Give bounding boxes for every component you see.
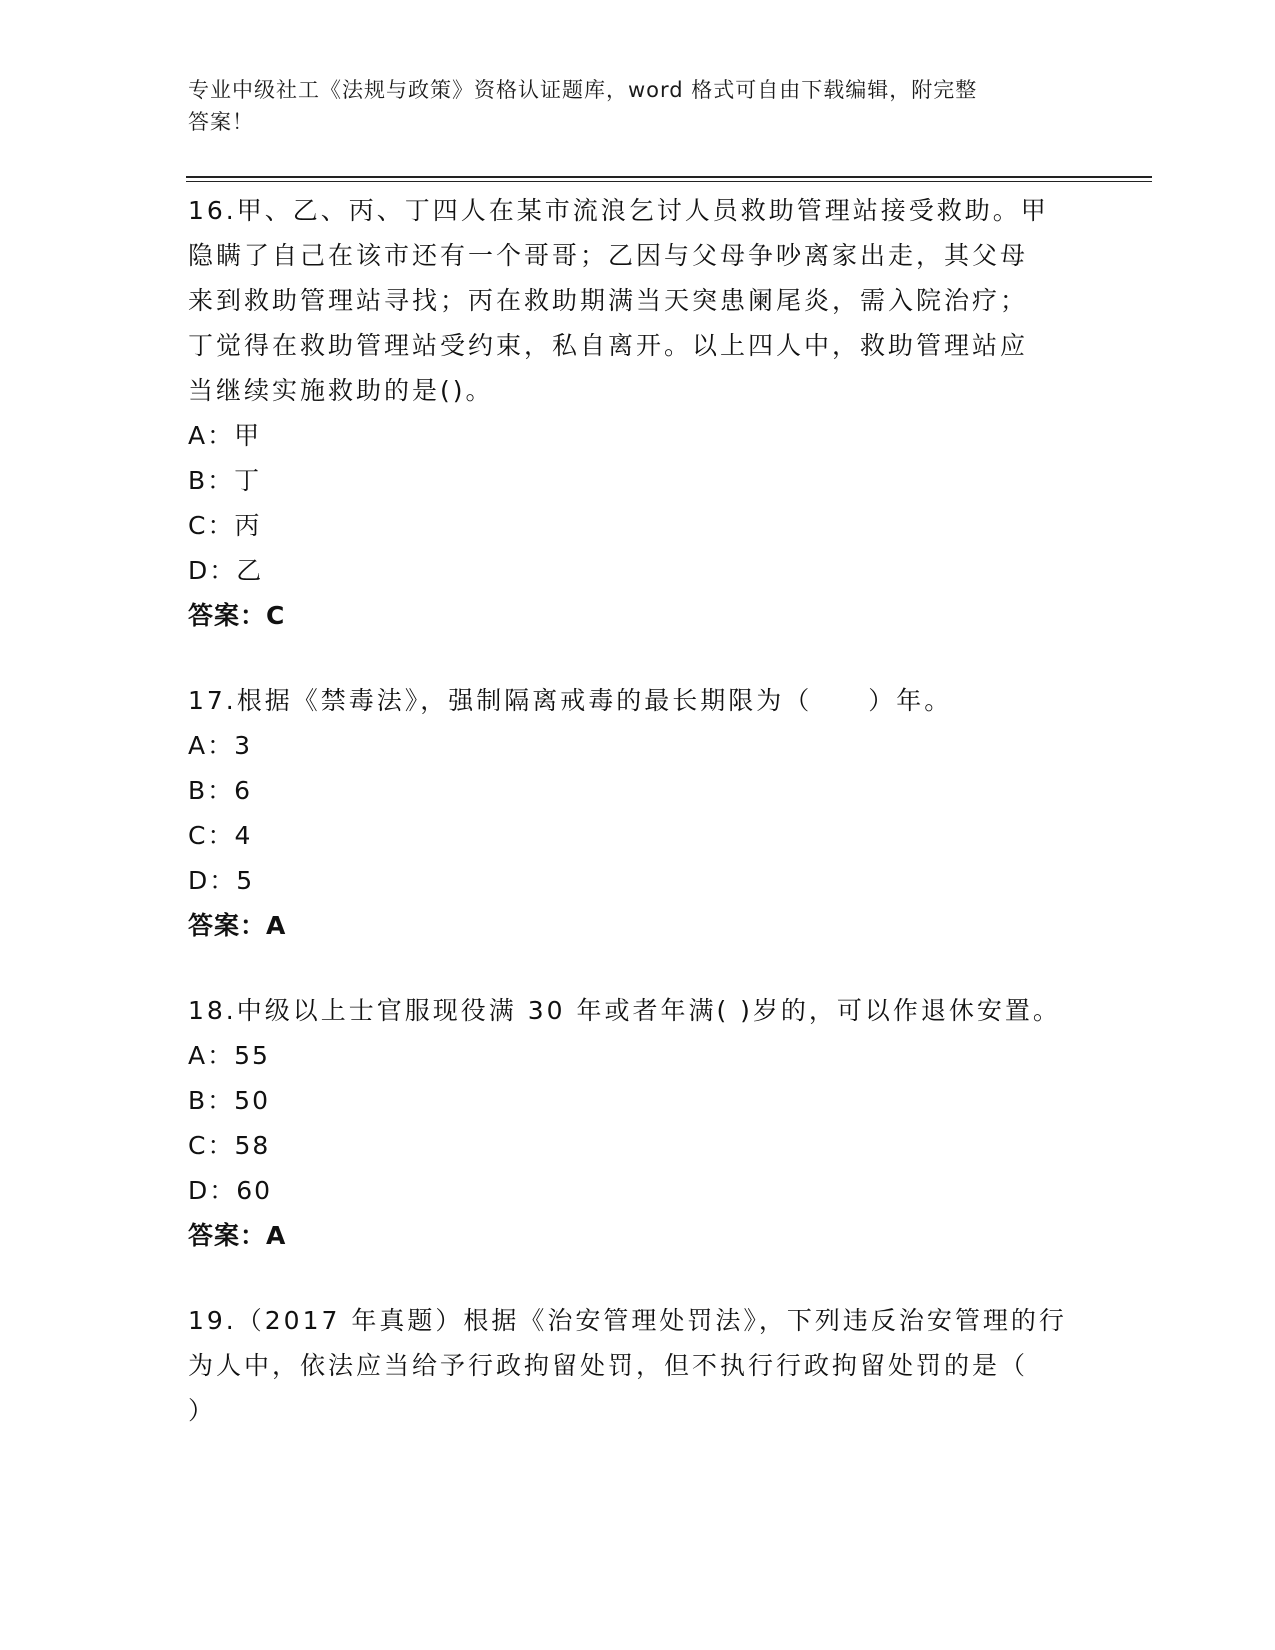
option-separator: ： (207, 511, 235, 540)
option-text: 5 (236, 866, 255, 895)
option-text: 丙 (234, 511, 262, 540)
option-separator: ： (207, 466, 235, 495)
option-separator: ： (207, 1131, 235, 1160)
option-list (188, 1033, 1088, 1213)
answer-line (188, 593, 1088, 638)
question-16 (188, 188, 1088, 638)
header-line-2: 答案！ (188, 110, 254, 134)
question-stem (188, 1298, 1088, 1433)
answer-value: A (266, 911, 287, 940)
option-text: 丁 (234, 466, 262, 495)
option-separator: ： (207, 821, 235, 850)
option-d (188, 858, 1088, 903)
answer-label: 答案： (188, 911, 267, 940)
stem-line: 19.（2017 年真题）根据《治安管理处罚法》，下列违反治安管理的行 (188, 1306, 1067, 1335)
option-letter: B (188, 466, 208, 495)
question-19 (188, 1298, 1088, 1433)
option-text: 3 (234, 731, 253, 760)
question-list (188, 188, 1088, 1473)
header-divider (186, 176, 1152, 182)
option-b (188, 1078, 1088, 1123)
option-text: 甲 (234, 421, 262, 450)
stem-line: ） (188, 1396, 217, 1425)
option-text: 6 (234, 776, 253, 805)
option-d (188, 1168, 1088, 1213)
option-c (188, 503, 1088, 548)
stem-line: 16.甲、乙、丙、丁四人在某市流浪乞讨人员救助管理站接受救助。甲 (188, 196, 1049, 225)
stem-line: 当继续实施救助的是()。 (188, 376, 494, 405)
question-stem (188, 188, 1088, 413)
option-text: 50 (234, 1086, 270, 1115)
answer-value: C (266, 601, 286, 630)
option-a (188, 413, 1088, 458)
stem-line: 隐瞒了自己在该市还有一个哥哥；乙因与父母争吵离家出走，其父母 (188, 241, 1029, 270)
stem-line: 18.中级以上士官服现役满 30 年或者年满( )岁的，可以作退休安置。 (188, 996, 1061, 1025)
option-list (188, 723, 1088, 903)
stem-line: 为人中，依法应当给予行政拘留处罚，但不执行行政拘留处罚的是（ (188, 1351, 1029, 1380)
option-separator: ： (207, 1086, 235, 1115)
option-d (188, 548, 1088, 593)
option-a (188, 1033, 1088, 1078)
answer-label: 答案： (188, 601, 267, 630)
option-separator: ： (209, 1176, 237, 1205)
option-list (188, 413, 1088, 593)
question-18 (188, 988, 1088, 1258)
option-a (188, 723, 1088, 768)
option-separator: ： (207, 776, 235, 805)
option-letter: A (188, 421, 208, 450)
option-letter: B (188, 1086, 208, 1115)
option-c (188, 1123, 1088, 1168)
stem-line: 丁觉得在救助管理站受约束，私自离开。以上四人中，救助管理站应 (188, 331, 1029, 360)
option-b (188, 768, 1088, 813)
option-letter: A (188, 731, 208, 760)
option-b (188, 458, 1088, 503)
option-text: 58 (234, 1131, 271, 1160)
option-c (188, 813, 1088, 858)
option-text: 乙 (236, 556, 264, 585)
option-separator: ： (207, 421, 235, 450)
option-separator: ： (209, 866, 237, 895)
option-letter: C (188, 821, 208, 850)
header-line-1: 专业中级社工《法规与政策》资格认证题库，word 格式可自由下载编辑，附完整 (188, 78, 978, 102)
stem-line: 17.根据《禁毒法》，强制隔离戒毒的最长期限为（ ）年。 (188, 686, 953, 715)
option-letter: D (188, 866, 210, 895)
option-letter: C (188, 511, 208, 540)
answer-value: A (266, 1221, 287, 1250)
question-stem (188, 988, 1088, 1033)
option-letter: D (188, 556, 210, 585)
question-17 (188, 678, 1088, 948)
option-text: 60 (236, 1176, 273, 1205)
answer-label: 答案： (188, 1221, 267, 1250)
stem-line: 来到救助管理站寻找；丙在救助期满当天突患阑尾炎，需入院治疗； (188, 286, 1029, 315)
answer-line (188, 903, 1088, 948)
question-stem (188, 678, 1088, 723)
option-separator: ： (207, 731, 235, 760)
option-letter: B (188, 776, 208, 805)
option-text: 55 (234, 1041, 270, 1070)
page-header (188, 74, 1068, 138)
option-separator: ： (207, 1041, 235, 1070)
option-text: 4 (234, 821, 253, 850)
option-letter: A (188, 1041, 208, 1070)
answer-line (188, 1213, 1088, 1258)
option-letter: C (188, 1131, 208, 1160)
option-separator: ： (209, 556, 237, 585)
option-letter: D (188, 1176, 210, 1205)
